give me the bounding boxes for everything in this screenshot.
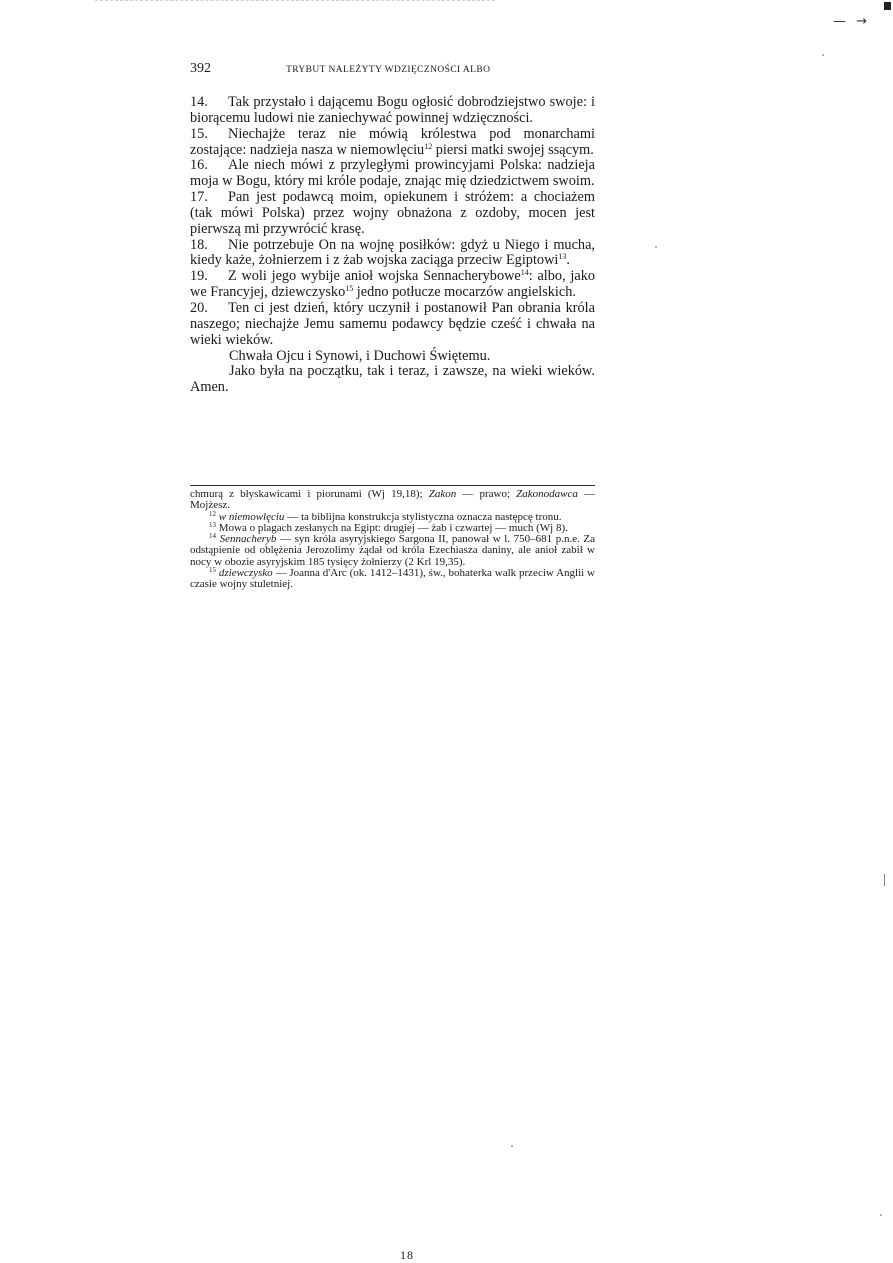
verse-text: Ale niech mówi z przyległymi prowincyjami Polska: nadzieja moja w Bogu, który mi króle podaje, znając mię dziedzictwem swoim. (190, 157, 595, 190)
scan-edge-tick (884, 874, 885, 886)
footnote-14 (190, 534, 595, 568)
footnote-ref: 15 (345, 284, 354, 294)
footnote-ref: 13 (558, 252, 567, 262)
verse-text: Tak przystało i dającemu Bogu ogłosić dobrodziejstwo swoje: i biorącemu ludowi nie zaniechywać powinnej wdzięczności. (190, 94, 595, 126)
footnote-term: dziewczysko (218, 567, 273, 580)
verse-text: Nie potrzebuje On na wojnę posiłków: gdyż u Niego i mucha, kiedy każe, żołnierzem i z żab wojska zaciąga przeciw Egiptowi (190, 236, 595, 269)
footnote-text: — Mojżesz. (190, 488, 596, 512)
footnote-ref: 12 (424, 141, 433, 151)
verse-text: Z woli jego wybije anioł wojska Sennacherybowe (228, 268, 521, 285)
footnotes (190, 489, 595, 591)
footnote-text: chmurą z błyskawicami i piorunami (Wj 19,18); (190, 488, 429, 500)
footnote-text: — ta biblijna konstrukcja stylistyczna oznacza następcę tronu. (284, 510, 562, 523)
footnote-15 (190, 568, 595, 591)
verse-16 (190, 158, 595, 190)
running-head: TRYBUT NALEŻYTY WDZIĘCZNOŚCI ALBO (286, 65, 491, 75)
scan-corner-mark (884, 2, 891, 10)
verse-17 (190, 190, 595, 238)
page-number: 392 (190, 61, 211, 76)
footnote-term: w niemowlęciu (218, 510, 285, 523)
footnote-number: 15 (209, 566, 216, 575)
footnote-divider (190, 485, 595, 486)
page-header (190, 61, 595, 79)
footnote-text: — syn króla asyryjskiego Sargona II, panował w l. 750–681 p.n.e. Za odstąpienie od oblężenia Jerozolimy żądał od króla Ezechiasza daniny, ale anioł zabił w nocy w obozie asyryjskim 185 tysięcy żołnierzy (2 Krl 19,35). (190, 533, 596, 568)
footnote-term: Sennacheryb (219, 533, 277, 546)
verse-text: Ten ci jest dzień, który uczynił i postanowił Pan obrania króla naszego; niechajże Jemu samemu podawcy będzie cześć i chwała na wieki wieków. (190, 299, 595, 348)
verse-number: 19. (190, 268, 208, 285)
footnote-text: Mowa o plagach zesłanych na Egipt: drugiej — żab i czwartej — much (Wj 8). (218, 521, 568, 534)
printer-signature: 18 (400, 1248, 414, 1262)
doxology-line-1: Chwała Ojcu i Synowi, i Duchowi Świętemu. (229, 347, 491, 364)
verse-number: 18. (190, 236, 208, 253)
verse-text: jedno potłucze mocarzów angielskich. (353, 284, 576, 301)
scan-speck (822, 54, 824, 56)
footnote-text: — Joanna d'Arc (ok. 1412–1431), św., bohaterka walk przeciw Anglii w czasie wojny stuletniej. (190, 567, 595, 591)
scan-speck (655, 246, 657, 248)
verse-text: Pan jest podawcą moim, opiekunem i stróżem: a chociażem (tak mówi Polska) przez wojny obnażona z ozdoby, mocen jest pierwszą mi przywrócić krasę. (190, 189, 595, 237)
scan-speck (511, 1145, 513, 1147)
verse-number: 15. (190, 125, 208, 142)
footnote-continuation (190, 489, 595, 512)
footnote-number: 14 (209, 532, 216, 541)
doxology-line-2: Jako była na początku, tak i teraz, i zawsze, na wieki wieków. Amen. (190, 363, 595, 396)
verse-18 (190, 238, 595, 270)
verse-15 (190, 127, 595, 159)
main-text (190, 95, 595, 396)
verse-number: 16. (190, 157, 208, 174)
footnote-term: Zakonodawca (516, 488, 578, 500)
verse-text: piersi matki swojej ssącym. (432, 141, 594, 158)
scan-arrow-mark-icon: — → (833, 14, 871, 29)
footnote-term: Zakon (428, 488, 457, 500)
footnote-number: 13 (209, 520, 216, 529)
verse-text: . (566, 252, 570, 269)
verse-text: Niechajże teraz nie mówią królestwa pod monarchami zostające: nadzieja nasza w niemowlęciu (190, 125, 595, 158)
verse-number: 14. (190, 94, 208, 110)
top-scan-rule (95, 0, 495, 1)
footnote-ref: 14 (520, 268, 529, 278)
verse-20 (190, 301, 595, 349)
verse-14 (190, 95, 595, 127)
verse-number: 20. (190, 299, 208, 316)
verse-number: 17. (190, 189, 208, 206)
footnote-number: 12 (209, 509, 216, 518)
verse-19 (190, 269, 595, 301)
footnote-text: — prawo; (456, 488, 517, 500)
scan-speck (880, 1214, 882, 1216)
verse-text: : albo, jako we Francyjej, dziewczysko (190, 268, 595, 301)
